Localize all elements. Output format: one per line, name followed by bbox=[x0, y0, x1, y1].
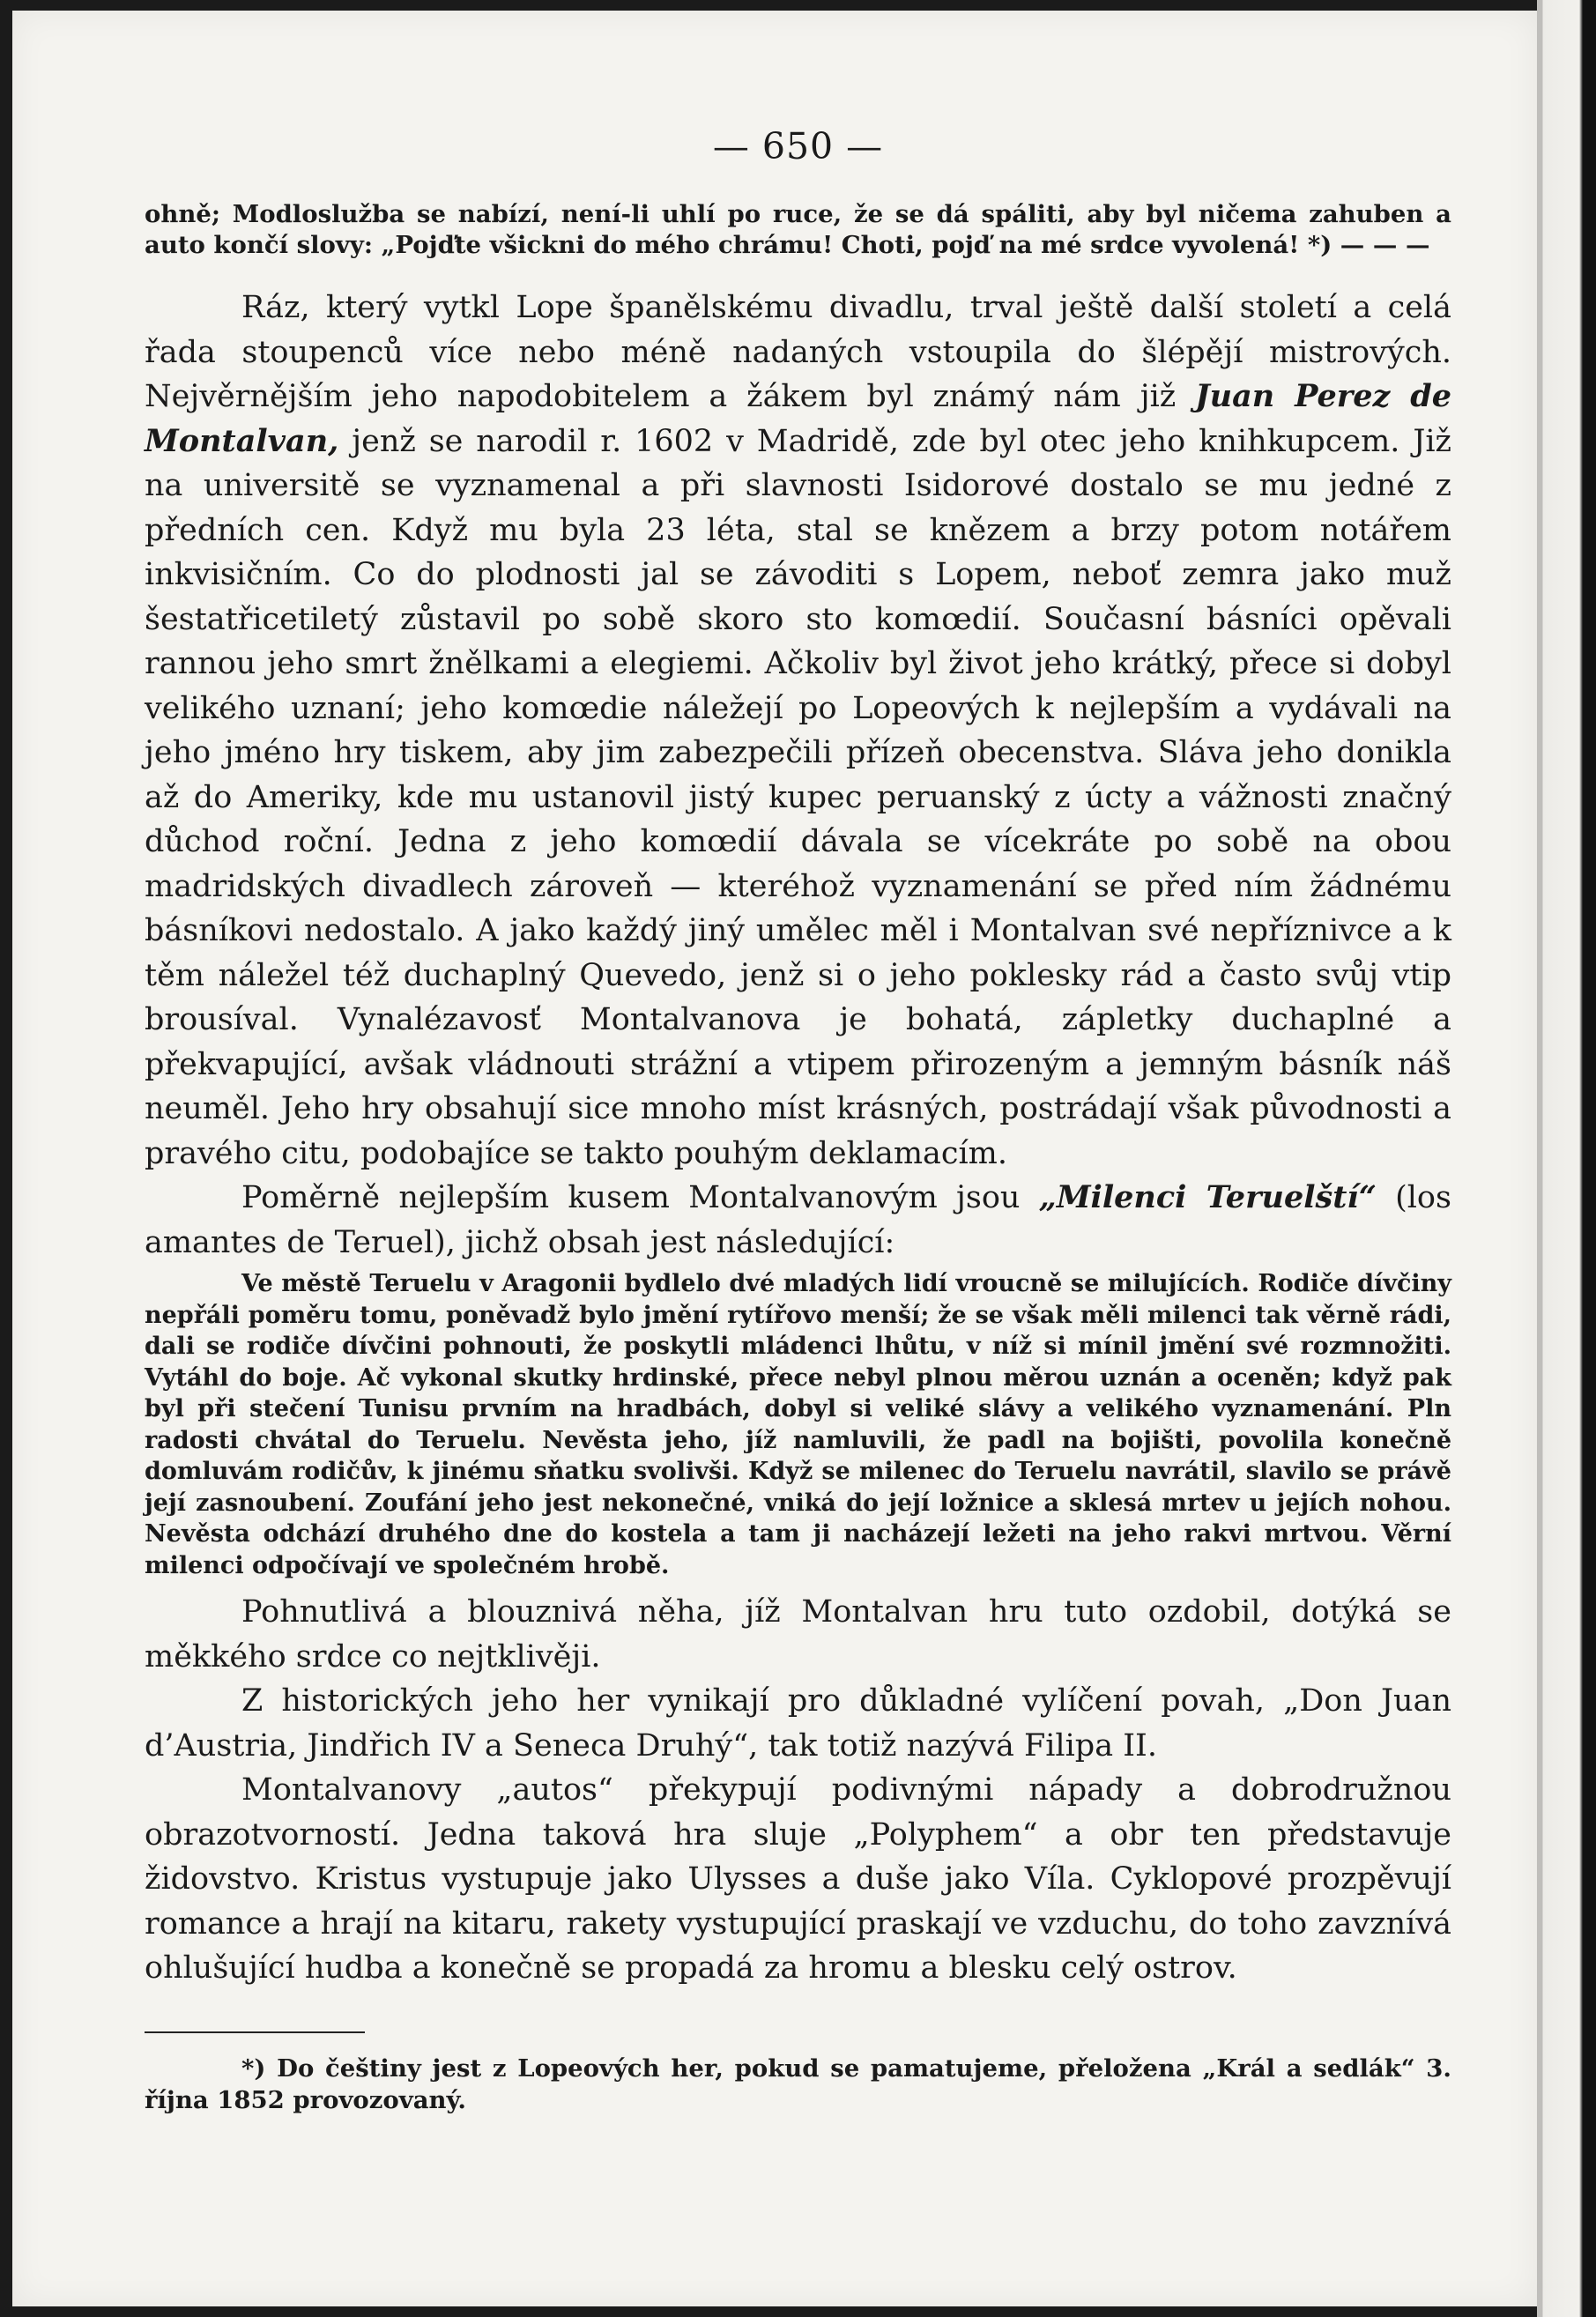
author-name: Juan Perez de Montalvan, bbox=[145, 378, 1451, 459]
book-page bbox=[12, 11, 1537, 2306]
play-title: „Milenci Teruelští“ bbox=[1038, 1179, 1377, 1215]
page-number: — 650 — bbox=[712, 125, 884, 167]
paragraph-historical-plays: Z historických jeho her vynikají pro důkladné vylíčení povah, „Don Juan d’Austria, Jindřich IV a Seneca Druhý“, tak totiž nazývá Filipa II. bbox=[145, 1683, 1451, 1764]
paragraph-1-rest: jenž se narodil r. 1602 v Madridě, zde byl otec jeho knihkupcem. Již na universitě se vyznamenal a při slavnosti Isidorové dostalo se mu jedné z předních cen. Když mu byla 23 léta, stal se knězem a brzy potom notářem inkvisičním. Co do plodnosti jal se závoditi s Lopem, neboť zemra jako muž šestatřicetiletý zůstavil po sobě skoro sto komœdií. Současní básníci opěvali rannou jeho smrt žnělkami a elegiemi. Ačkoliv byl život jeho krátký, přece si dobyl velikého uznaní; jeho komœdie náležejí po Lopeových k nejlepším a vydávali na jeho jméno hry tiskem, aby jim zabezpečili přízeň obecenstva. Sláva jeho donikla až do Ameriky, kde mu ustanovil jistý kupec peruanský z úcty a vážnosti značný důchod roční. Jedna z jeho komœdií dávala se vícekráte po sobě na obou madridských divadlech zároveň — kteréhož vyznamenání se před ním žádnému básníkovi nedostalo. A jako každý jiný umělec měl i Montalvan své nepříznivce a k těm náležel též duchaplný Quevedo, jenž si o jeho poklesky rád a často svůj vtip brousíval. Vynalézavosť Montalvanova je bohatá, zápletky duchaplné a překvapující, avšak vládnouti strážní a vtipem přirozeným a jemným básník náš neuměl. Jeho hry obsahují sice mnoho míst krásných, postrádají však původnosti a pravého citu, podobajíce se takto pouhým deklamacím. bbox=[145, 423, 1451, 1171]
paragraph-1-start: Ráz, který vytkl Lope španělskému divadlu, trval ještě další století a celá řada stoupenců více nebo méně nadaných vstoupila do šlépějí mistrových. Nejvěrnějším jeho napodobitelem a žákem byl známý nám již bbox=[145, 290, 1451, 414]
top-fragment: ohně; Modloslužba se nabízí, není-li uhlí po ruce, že se dá spáliti, aby byl ničema zahuben a auto končí slovy: „Pojďte všickni do mého chrámu! Choti, pojď na mé srdce vyvolená! *) — — — bbox=[145, 200, 1451, 259]
paragraph-montalvan-bio bbox=[145, 286, 1451, 1176]
footnote-divider bbox=[145, 2031, 365, 2033]
page-content bbox=[145, 125, 1451, 2116]
footnote: *) Do češtiny jest z Lopeových her, pokud se pamatujeme, přeložena „Král a sedlák“ 3. října 1852 provozovaný. bbox=[145, 2053, 1451, 2114]
paragraph-2-start: Poměrně nejlepším kusem Montalvanovým jsou bbox=[241, 1180, 1021, 1215]
paragraph-tenderness: Pohnutlivá a blouznivá něha, jíž Montalvan hru tuto ozdobil, dotýká se měkkého srdce co nejtklivěji. bbox=[145, 1594, 1451, 1675]
paragraph-milenci bbox=[145, 1176, 1451, 1265]
plot-summary: Ve městě Teruelu v Aragonii bydlelo dvé mladých lidí vroucně se milujících. Rodiče dívčiny nepřáli poměru tomu, poněvadž bylo jmění rytířovo menší; že se však měli milenci tak věrně rádi, dali se rodiče dívčini pohnouti, že poskytli mládenci lhůtu, v níž si mínil jmění své rozmnožiti. Vytáhl do boje. Ač vykonal skutky hrdinské, přece nebyl plnou měrou uznán a oceněn; když pak byl při stečení Tunisu prvním na hradbách, dobyl si veliké slávy a velikého vyznamenání. Pln radosti chvátal do Teruelu. Nevěsta jeho, jíž namluvili, že padl na bojišti, povolila konečně domluvám rodičův, k jinému sňatku svolivši. Když se milenec do Teruelu navrátil, slavilo se právě její zasnoubení. Zoufání jeho jest nekonečné, vniká do její ložnice a sklesá mrtev u jejích nohou. Nevěsta odchází druhého dne do kostela a tam ji nacházejí ležeti na jeho rakvi mrtvou. Věrní milenci odpočívají ve společném hrobě. bbox=[145, 1270, 1451, 1579]
paragraph-autos: Montalvanovy „autos“ překypují podivnými nápady a dobrodružnou obrazotvorností. Jedna taková hra sluje „Polyphem“ a obr ten představuje židovstvo. Kristus vystupuje jako Ulysses a duše jako Víla. Cyklopové prozpěvují romance a hrají na kitaru, rakety vystupující praskají ve vzduchu, do toho zavznívá ohlušující hudba a konečně se propadá za hromu a blesku celý ostrov. bbox=[145, 1772, 1451, 1986]
paragraph-2-rest: (los amantes de Teruel), jichž obsah jest následující: bbox=[145, 1180, 1451, 1260]
scan-right-edge bbox=[1537, 0, 1596, 2317]
